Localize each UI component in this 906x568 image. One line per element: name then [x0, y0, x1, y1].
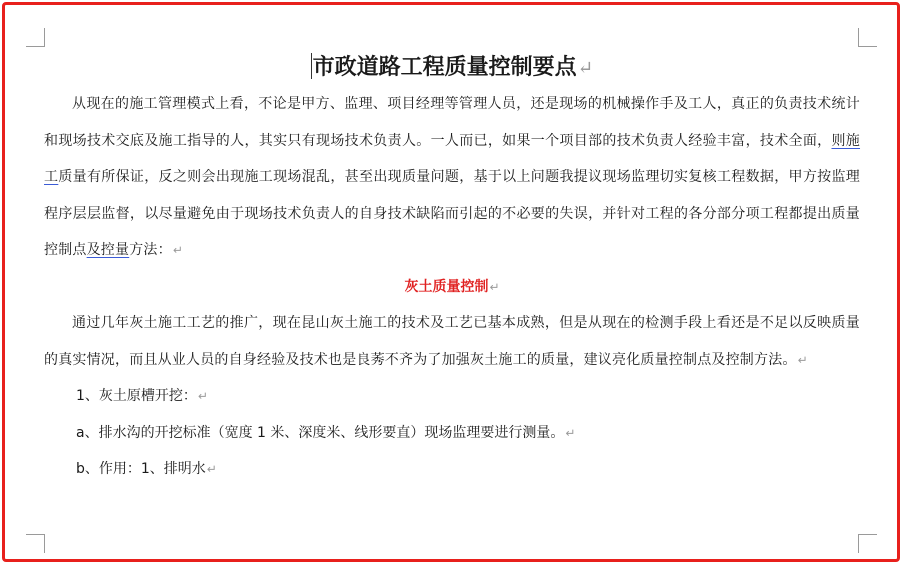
- paragraph-mark-icon: ↵: [565, 425, 576, 440]
- list-item-b[interactable]: [44, 451, 860, 488]
- paragraph-mark-icon: ↵: [489, 279, 500, 294]
- underlined-text-2: 及控量: [86, 242, 130, 258]
- lime-soil-paragraph[interactable]: [44, 305, 860, 378]
- lime-soil-text: 通过几年灰土施工工艺的推广，现在昆山灰土施工的技术及工艺已基本成熟，但是从现在的检测手段上看还是不足以反映质量的真实情况，而且从业人员的自身经验及技术也是良莠不齐为了加强灰土施工的质量，建议亮化质量控制点及控制方法。: [44, 315, 860, 368]
- text-cursor: [311, 53, 312, 79]
- paragraph-mark-icon: ↵: [577, 58, 594, 79]
- list-item-1[interactable]: [44, 378, 860, 415]
- document-title[interactable]: [44, 48, 860, 86]
- paragraph-mark-icon: ↵: [172, 243, 183, 257]
- document-title-text: 市政道路工程质量控制要点: [312, 54, 577, 80]
- intro-text-1: 从现在的施工管理模式上看，不论是甲方、监理、项目经理等管理人员，还是现场的机械操作手及工人，真正的负责技术统计和现场技术交底及施工指导的人，其实只有现场技术负责人。一人而已，如果一个项目部的技术负责人经验丰富，技术全面，: [44, 96, 860, 149]
- section-heading[interactable]: [44, 269, 860, 306]
- intro-text-2: 质量有所保证，反之则会出现施工现场混乱，甚至出现质量问题，基于以上问题我提议现场监理切实复核工程数据，甲方按监理程序层层监督，以尽量避免由于现场技术负责人的自身技术缺陷而引起的不必要的失误，并针对工程的各分部分项工程都提出质量控制点: [44, 169, 861, 258]
- paragraph-mark-icon: ↵: [197, 389, 208, 403]
- page-corner-mark-bottom-left: [26, 534, 45, 553]
- intro-paragraph[interactable]: [44, 86, 860, 269]
- list-item-a-text: a、排水沟的开挖标准（宽度 1 米、深度米、线形要直）现场监理要进行测量。: [76, 424, 565, 441]
- paragraph-mark-icon: ↵: [206, 462, 217, 476]
- list-item-b-text: b、作用：1、排明水: [76, 461, 206, 477]
- page-corner-mark-bottom-right: [858, 534, 877, 553]
- section-heading-text: 灰土质量控制: [404, 278, 489, 295]
- page-corner-mark-top-right: [858, 28, 877, 47]
- underlined-text-1: 则施工: [44, 132, 861, 185]
- intro-text-3: 方法：: [129, 242, 172, 258]
- document-page[interactable]: [44, 48, 860, 488]
- page-corner-mark-top-left: [26, 28, 45, 47]
- list-item-1-text: 1、灰土原槽开挖：: [76, 388, 197, 404]
- paragraph-mark-icon: ↵: [797, 352, 808, 367]
- list-item-a[interactable]: [44, 415, 860, 452]
